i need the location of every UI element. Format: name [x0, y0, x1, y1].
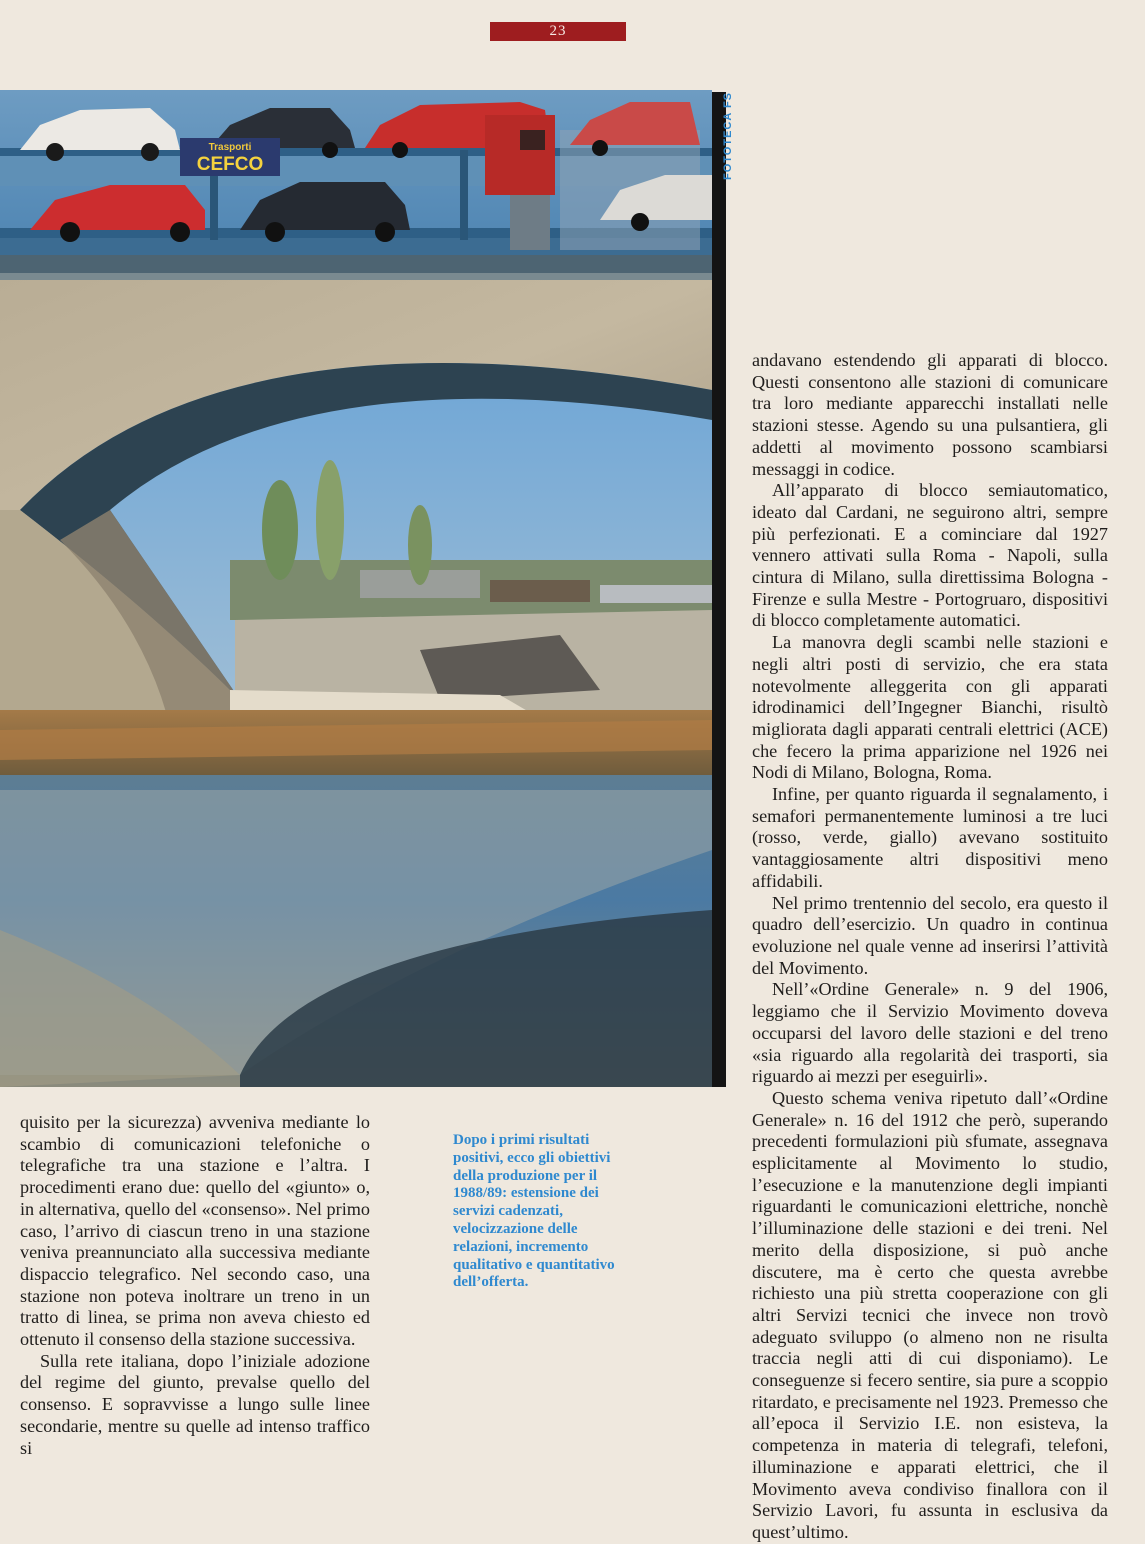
- bridge-photo: [0, 90, 712, 1087]
- photo-side-rule: [712, 92, 726, 1087]
- right-paragraph-5: Nel primo trentennio del secolo, era questo il quadro dell’esercizio. Un quadro in continua evoluzione nel quale venne ad inserirsi l’attività del Movimento.: [752, 892, 1108, 978]
- right-paragraph-3: La manovra degli scambi nelle stazioni e negli altri posti di servizio, che era stata notevolmente alleggerita con gli apparati idrodinamici dell’Ingegner Bianchi, risultò migliorata dagli apparati centrali elettrici (ACE) che fecero la prima apparizione nel 1926 nei Nodi di Milano, Bologna, Roma.: [752, 632, 1108, 783]
- sign-small-text: Trasporti: [208, 142, 252, 153]
- right-text-column: [752, 350, 1108, 1544]
- right-paragraph-1: andavano estendendo gli apparati di blocco. Questi consentono alle stazioni di comunicare tra loro mediante apparecchi installati nelle stazioni stesse. Agendo su una pulsantiera, gli addetti al movimento possono scambiarsi messaggi in codice.: [752, 350, 1108, 479]
- left-paragraph-1: quisito per la sicurezza) avveniva mediante lo scambio di comunicazioni telefoniche o telegrafiche tra una stazione e l’altra. I procedimenti erano due: quello del «giunto» o, in alternativa, quello del «consenso». Nel primo caso, l’arrivo di ciascun treno in una stazione veniva preannunciato alla successiva mediante dispaccio telegrafico. Nel secondo caso, una stazione non poteva inoltrare un treno in un tratto di linea, se prima non aveva chiesto ed ottenuto il consenso della stazione successiva.: [20, 1112, 370, 1350]
- right-paragraph-7: Questo schema veniva ripetuto dall’«Ordine Generale» n. 16 del 1912 che però, superando precedenti formulazioni più sfumate, assegnava esplicitamente al Movimento lo studio, l’esecuzione e la manutenzione degli impianti riguardanti le comunicazioni elettriche, nonchè l’illuminazione delle stazioni e dei treni. Nel merito della disposizione, si può anche discutere, ma è certo che questa avrebbe richiesto una più stretta cooperazione con gli altri Servizi tecnici che invece non trovò adeguato sviluppo (o almeno non ne risulta traccia negli atti di cui disponiamo). Le conseguenze si fecero sentire, sia pure a scoppio ritardato, e precisamente nel 1923. Premesso che all’epoca il Servizio I.E. non esisteva, la competenza in materia di telegrafi, telefoni, illuminazione e apparati elettrici, che il Movimento aveva condiviso finallora con il Servizio Lavori, fu assunta in esclusiva da quest’ultimo.: [752, 1087, 1108, 1542]
- page-number: 23: [490, 22, 626, 41]
- bridge-photo-illustration: [0, 90, 712, 1087]
- photo-credit: FOTOTECA FS: [722, 92, 734, 180]
- left-text-column: [20, 1112, 370, 1459]
- right-paragraph-4: Infine, per quanto riguarda il segnalamento, i semafori permanentemente luminosi a tre luci (rosso, verde, giallo) avevano sostituito vantaggiosamente altri dispositivi meno affidabili.: [752, 784, 1108, 891]
- right-paragraph-6: Nell’«Ordine Generale» n. 9 del 1906, leggiamo che il Servizio Movimento doveva occuparsi del lavoro delle stazioni e del treno «sia riguardo alla regolarità dei trasporti, sia riguardo ai mezzi per eseguirli».: [752, 979, 1108, 1087]
- sign-main-text: CEFCO: [196, 154, 264, 175]
- photo-caption: Dopo i primi risultati positivi, ecco gli obiettivi della produzione per il 1988/89: estensione dei servizi cadenzati, velocizzazione delle relazioni, incremento qualitativo e quantitativo dell’offerta.: [453, 1132, 615, 1291]
- right-paragraph-2: All’apparato di blocco semiautomatico, ideato dal Cardani, ne seguirono altri, sempre più perfezionati. E a cominciare dal 1927 vennero attivati sulla Roma - Napoli, sulla cintura di Milano, sulla direttissima Bologna - Firenze e sulla Mestre - Portogruaro, dispositivi di blocco completamente automatici.: [752, 480, 1108, 631]
- left-paragraph-2: Sulla rete italiana, dopo l’iniziale adozione del regime del giunto, prevalse quello del consenso. E sopravvisse a lungo sulle linee secondarie, mentre su quelle ad intenso traffico si: [20, 1350, 370, 1458]
